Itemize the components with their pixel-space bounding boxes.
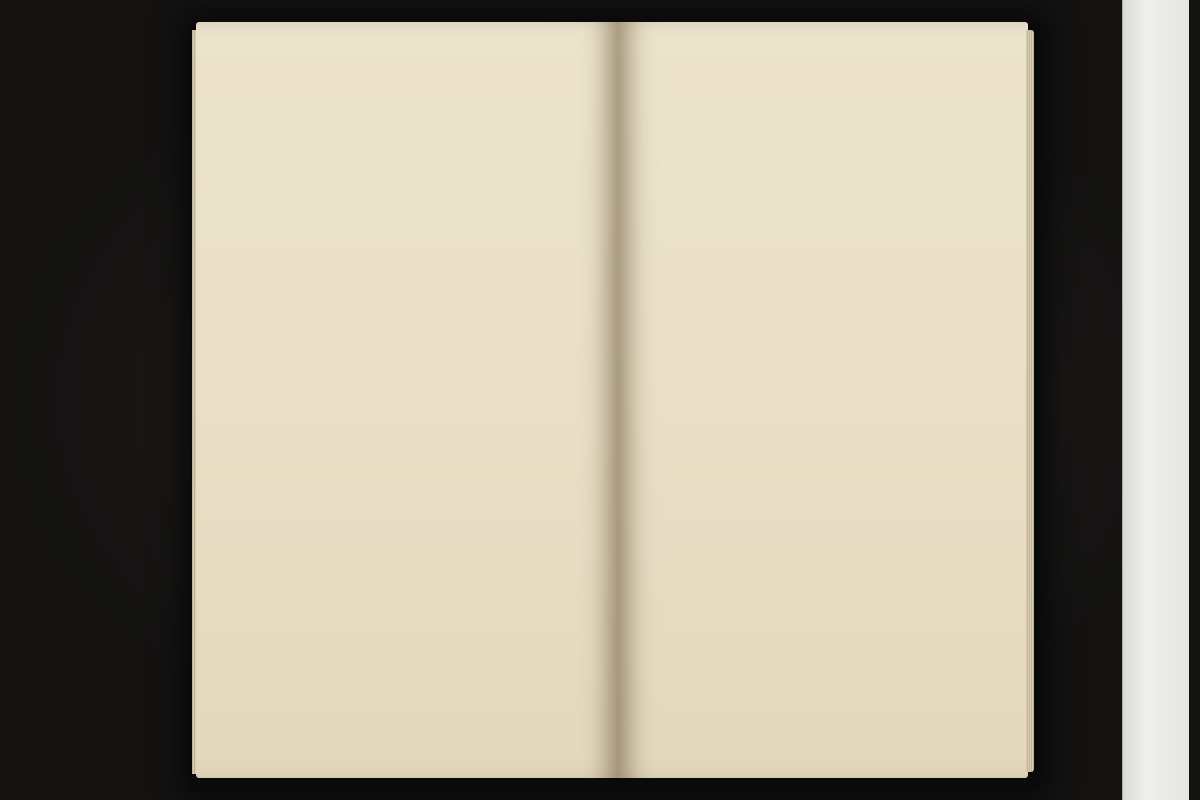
page-edge-right xyxy=(1026,30,1034,772)
measuring-ruler xyxy=(1122,0,1189,800)
right-page xyxy=(618,22,1028,778)
ruler-ticks xyxy=(1123,0,1189,800)
left-page xyxy=(196,22,618,778)
ornamental-header-band xyxy=(664,106,982,154)
